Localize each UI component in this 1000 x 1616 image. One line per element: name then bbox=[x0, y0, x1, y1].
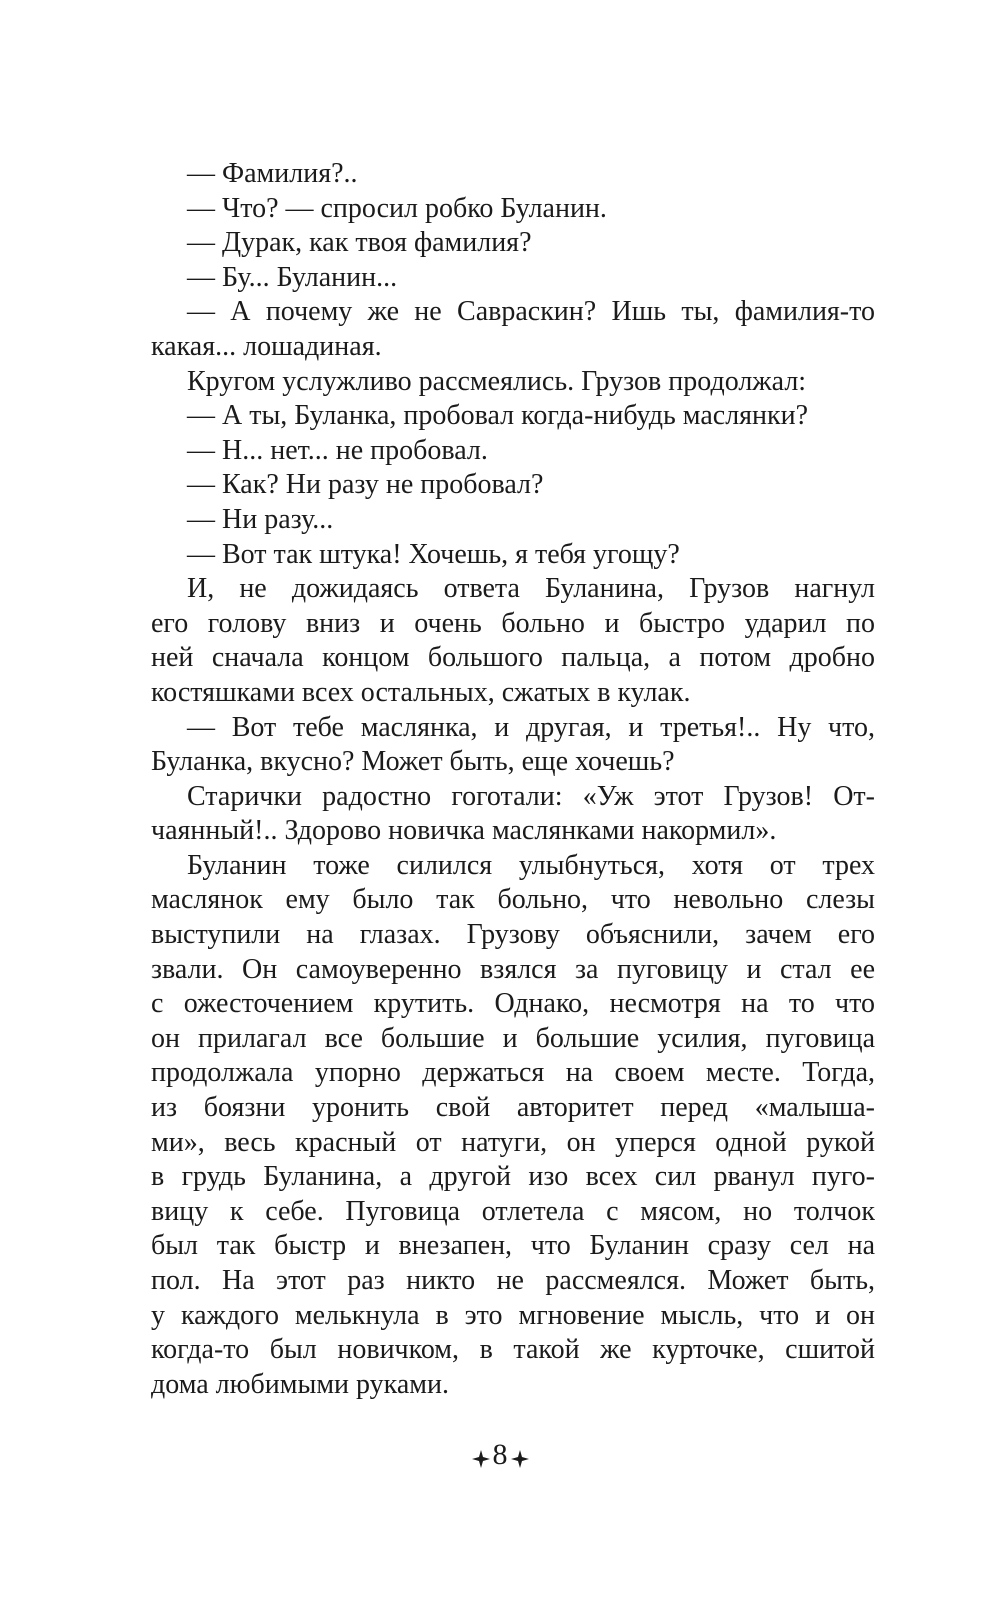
text-line: чаянный!.. Здорово новичка маслянками накормил». bbox=[151, 815, 777, 847]
text-line: И, не дожидаясь ответа Буланина, Грузов нагнул bbox=[187, 573, 875, 605]
text-line: Кругом услужливо рассмеялись. Грузов продолжал: bbox=[187, 365, 807, 397]
text-line: выступили на глазах. Грузову объяснили, зачем его bbox=[151, 919, 875, 951]
text-line: — Вот так штука! Хочешь, я тебя угощу? bbox=[187, 538, 680, 570]
text-line: Старички радостно гоготали: «Уж этот Грузов! От- bbox=[187, 780, 875, 812]
four-point-star-ornament-icon bbox=[510, 1442, 530, 1462]
text-line: продолжала упорно держаться на своем месте. Тогда, bbox=[151, 1057, 875, 1089]
text-line: — Как? Ни разу не пробовал? bbox=[187, 469, 544, 501]
text-line: пол. На этот раз никто не рассмеялся. Может быть, bbox=[151, 1265, 875, 1296]
text-line: с ожесточением крутить. Однако, несмотря на то что bbox=[151, 988, 875, 1020]
text-line: звали. Он самоуверенно взялся за пуговицу и стал ее bbox=[151, 953, 875, 985]
text-line: — А почему же не Савраскин? Ишь ты, фамилия-то bbox=[187, 296, 875, 328]
text-line: — Что? — спросил робко Буланин. bbox=[187, 192, 607, 224]
text-line: у каждого мелькнула в это мгновение мысль, что и он bbox=[151, 1299, 875, 1331]
text-line: — А ты, Буланка, пробовал когда-нибудь маслянки? bbox=[187, 400, 809, 432]
text-line: в грудь Буланина, а другой изо всех сил рванул пуго- bbox=[151, 1161, 875, 1193]
four-point-star-ornament-icon bbox=[471, 1442, 491, 1462]
text-line: он прилагал все большие и большие усилия, пуговица bbox=[151, 1022, 875, 1054]
text-line: был так быстр и внезапен, что Буланин сразу сел на bbox=[151, 1230, 875, 1262]
text-line: из боязни уронить свой авторитет перед «малыша- bbox=[151, 1092, 875, 1124]
text-line: — Фамилия?.. bbox=[187, 158, 358, 189]
text-line: — Н... нет... не пробовал. bbox=[187, 434, 488, 466]
text-line: вицу к себе. Пуговица отлетела с мясом, но толчок bbox=[151, 1195, 875, 1227]
text-line: ней сначала концом большого пальца, а потом дробно bbox=[151, 642, 875, 674]
page-number-folio bbox=[0, 1435, 1000, 1473]
text-line: какая... лошадиная. bbox=[151, 330, 382, 362]
text-line: — Вот тебе маслянка, и другая, и третья!.. Ну что, bbox=[187, 711, 875, 743]
text-line: — Дурак, как твоя фамилия? bbox=[187, 227, 532, 259]
text-line: — Бу... Буланин... bbox=[187, 261, 398, 293]
text-line: костяшками всех остальных, сжатых в кулак. bbox=[151, 676, 691, 708]
text-line: Буланка, вкусно? Может быть, еще хочешь? bbox=[151, 746, 675, 778]
text-line: маслянок ему было так больно, что невольно слезы bbox=[151, 884, 875, 916]
text-line: дома любимыми руками. bbox=[151, 1368, 449, 1400]
page-number: 8 bbox=[492, 1438, 508, 1472]
body-text bbox=[151, 157, 875, 1402]
text-line: когда-то был новичком, в такой же курточке, сшитой bbox=[151, 1334, 875, 1366]
text-line: Буланин тоже силился улыбнуться, хотя от трех bbox=[187, 849, 875, 881]
text-line: — Ни разу... bbox=[187, 503, 334, 535]
text-line: его голову вниз и очень больно и быстро ударил по bbox=[151, 607, 875, 639]
text-line: ми», весь красный от натуги, он уперся одной рукой bbox=[151, 1126, 875, 1158]
